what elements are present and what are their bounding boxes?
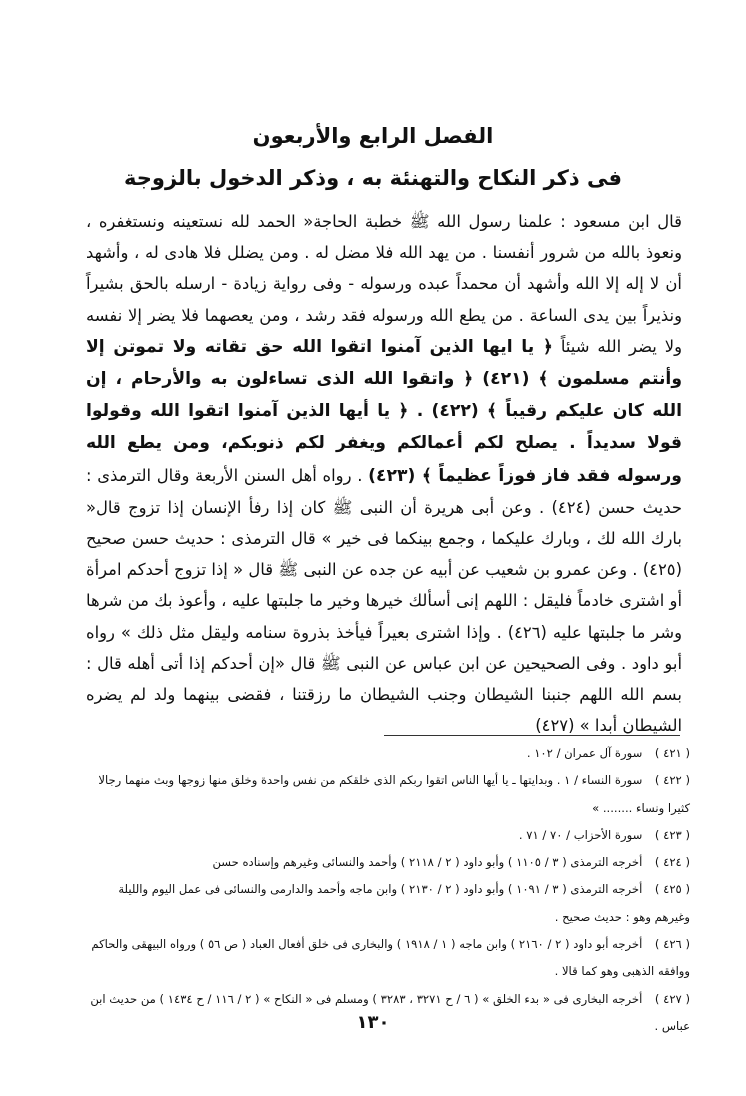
footnote-number: ( ٤٢٣ ): [654, 827, 690, 842]
footnote-number: ( ٤٢٧ ): [654, 991, 690, 1006]
footnote: [84, 931, 690, 986]
main-text: [86, 206, 682, 741]
footnote-number: ( ٤٢٦ ): [654, 937, 690, 952]
chapter-title: الفصل الرابع والأربعون: [252, 124, 494, 148]
footnote-text: سورة آل عمران / ١٠٢ .: [526, 746, 643, 760]
quran-verses: ﴿ يا ايها الذين آمنوا اتقوا الله حق تقاته ولا تموتن إلا وأنتم مسلمون ﴾ (٤٢١) ﴿ واتقوا الله الذى تساءلون به والأرحام ، إن الله كان عليكم رقيباً ﴾ (٤٢٢) . ﴿ يا أيها الذين آمنوا اتقوا الله وقولوا قولا سديداً . يصلح لكم أعمالكم ويغفر لكم ذنوبكم، ومن يطع الله ورسوله فقد فاز فوزاً عظيماً ﴾ (٤٢٣): [86, 336, 683, 486]
page-number: ١٣٠: [356, 1012, 390, 1033]
footnote-separator: [384, 735, 680, 736]
footnote: [84, 876, 690, 931]
footnote: [84, 740, 690, 767]
paragraph-intro: قال ابن مسعود : علمنا رسول الله ﷺ خطبة الحاجة« الحمد لله نستعينه ونستغفره ، ونعوذ بالله من شرور أنفسنا . من يهد الله فلا مضل له . ومن يضلل فلا هادى له ، وأشهد أن لا إله إلا الله وأشهد أن محمداً عبده ورسوله - وفى رواية زيادة - ارسله بالحق بشيراً ونذيراً بين يدى الساعة . من يطع الله ورسوله فقد رشد ، ومن يعصهما فلا يضر إلا نفسه ولا يضر الله شيئاً: [86, 212, 683, 356]
footnote-number: ( ٤٢٤ ): [654, 855, 690, 870]
footnote-number: ( ٤٢١ ): [654, 746, 690, 760]
footnote: [84, 849, 690, 876]
footnote-text: سورة الأحزاب / ٧٠ / ٧١ .: [518, 827, 643, 842]
footnote: [84, 822, 690, 849]
footnote-text: أخرجه أبو داود ( ٢ / ٢١٦٠ ) وابن ماجه ( ١ / ١٩١٨ ) والبخارى فى خلق أفعال العباد ( ص ٥٦ ) ورواه البيهقى والحاكم ووافقه الذهبى وهو كما قالا .: [91, 937, 690, 979]
paragraph: [86, 206, 682, 741]
footnote-number: ( ٤٢٢ ): [654, 773, 690, 788]
footnotes: [84, 740, 690, 1040]
footnote-text: سورة النساء / ١ . وبدايتها ـ يا أيها الناس اتقوا ربكم الذى خلقكم من نفس واحدة وخلق منها زوجها وبث منهما رجالا كثيرا ونساء ........ »: [98, 773, 690, 815]
footnote: [84, 767, 690, 822]
footnote-text: أخرجه البخارى فى « بدء الخلق » ( ٦ / ح ٣٢٧١ ، ٣٢٨٣ ) ومسلم فى « النكاح » ( ٢ / ١١٦ / ح ١٤٣٤ ) من حديث ابن عباس .: [90, 991, 690, 1033]
footnote-number: ( ٤٢٥ ): [654, 882, 690, 897]
footnote-text: أخرجه الترمذى ( ٣ / ١١٠٥ ) وأبو داود ( ٢ / ٢١١٨ ) وأحمد والنسائى وغيرهم وإسناده حسن: [212, 855, 643, 870]
paragraph-continuation: . رواه أهل السنن الأربعة وقال الترمذى : حديث حسن (٤٢٤) . وعن أبى هريرة أن النبى ﷺ كان إذا رفأ الإنسان إذا تزوج قال« بارك الله لك ، وبارك عليكما ، وجمع بينكما فى خير » قال الترمذى : حديث حسن صحيح (٤٢٥) . وعن عمرو بن شعيب عن أبيه عن جده عن النبى ﷺ قال « إذا تزوج أحدكم امرأة أو اشترى خادماً فليقل : اللهم إنى أسألك خيرها وخير ما جلبتها عليه ، وأعوذ بك من شرها وشر ما جلبتها عليه (٤٢٦) . وإذا اشترى بعيراً فيأخذ بذروة سنامه وليقل مثل ذلك » رواه أبو داود . وفى الصحيحين عن ابن عباس عن النبى ﷺ قال «إن أحدكم إذا أتى أهله قال : بسم الله اللهم جنبنا الشيطان وجنب الشيطان ما رزقتنا ، فقضى بينهما ولد لم يضره الشيطان أبدا » (٤٢٧): [86, 465, 682, 736]
footnote-text: أخرجه الترمذى ( ٣ / ١٠٩١ ) وأبو داود ( ٢ / ٢١٣٠ ) وابن ماجه وأحمد والدارمى والنسائى فى عمل اليوم والليلة وغيرهم وهو : حديث صحيح .: [118, 882, 690, 924]
chapter-subtitle: فى ذكر النكاح والتهنئة به ، وذكر الدخول بالزوجة: [124, 166, 622, 190]
